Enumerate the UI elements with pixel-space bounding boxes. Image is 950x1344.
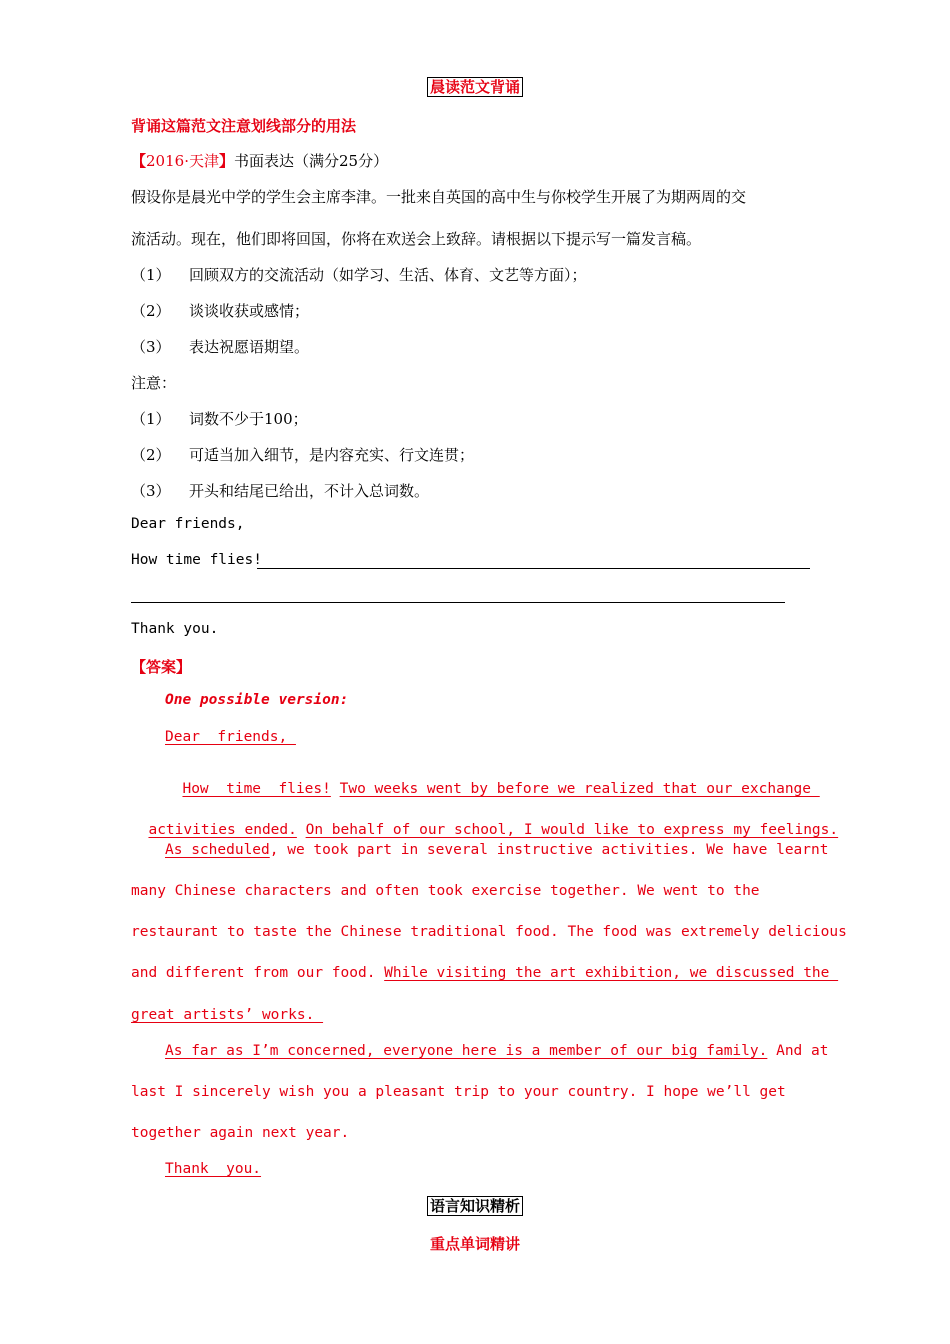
answer-p3-line3: together again next year. — [131, 1125, 350, 1141]
section2-subtitle: 重点单词精讲 — [429, 1235, 520, 1253]
prompt-line-1: 假设你是晨光中学的学生会主席李津。一批来自英国的高中生与你校学生开展了为期两周的交 — [131, 188, 747, 206]
header-title-wrap — [0, 77, 950, 97]
header-title: 晨读范文背诵 — [427, 77, 523, 97]
answer-label: 【答案】 — [131, 658, 192, 676]
answer-closing: Thank you. — [165, 1161, 262, 1177]
notes-label: 注意： — [131, 374, 177, 392]
prompt-line-2: 流活动。现在，他们即将回国，你将在欢送会上致辞。请根据以下提示写一篇发言稿。 — [131, 230, 702, 248]
prompt-greeting: Dear friends, — [131, 516, 245, 532]
note-item: （1） 词数不少于100； — [131, 410, 308, 428]
section2-title: 语言知识精析 — [427, 1196, 523, 1216]
note-item: （3） 开头和结尾已给出，不计入总词数。 — [131, 482, 430, 500]
answer-p2-line4: and different from our food. While visiting the art exhibition, we discussed the — [131, 965, 839, 981]
intro-text: 背诵这篇范文注意划线部分的用法 — [131, 117, 357, 135]
section2-title-wrap — [0, 1196, 950, 1216]
source-tag: 2016·天津 — [146, 152, 219, 170]
answer-p2-line5: great artists’ works. — [131, 1007, 324, 1023]
source-bracket-open: 【 — [131, 152, 147, 170]
answer-p1-line1: How time flies! Two weeks went by before we realized that our exchange — [182, 781, 820, 797]
prompt-opening: How time flies! — [131, 552, 262, 568]
note-item: （2） 可适当加入细节，是内容充实、行文连贯； — [131, 446, 475, 464]
answer-version: One possible version: — [165, 692, 349, 708]
answer-p3-line1: As far as I’m concerned, everyone here is a member of our big family. And at — [165, 1043, 829, 1059]
answer-p2-line3: restaurant to taste the Chinese traditional food. The food was extremely delicious — [131, 924, 847, 940]
prompt-closing: Thank you. — [131, 621, 219, 637]
answer-p3-line2: last I sincerely wish you a pleasant trip to your country. I hope we’ll get — [131, 1084, 786, 1100]
prompt-point: （3） 表达祝愿语期望。 — [131, 338, 310, 356]
prompt-point: （1） 回顾双方的交流活动（如学习、生活、体育、文艺等方面）； — [131, 266, 587, 284]
answer-p2-line1: As scheduled, we took part in several instructive activities. We have learnt — [165, 842, 829, 858]
answer-greeting: Dear friends, — [165, 729, 296, 745]
prompt-point: （2） 谈谈收获或感情； — [131, 302, 310, 320]
source-line — [131, 150, 388, 171]
answer-p2-line2: many Chinese characters and often took exercise together. We went to the — [131, 883, 760, 899]
answer-blank-line-1 — [257, 568, 810, 569]
source-bracket-close: 】 — [218, 152, 234, 170]
answer-p1-line2: activities ended. On behalf of our school, I would like to express my feelings. — [148, 822, 839, 838]
answer-blank-line-2 — [131, 602, 785, 603]
source-rest: 书面表达（满分25分） — [233, 152, 389, 170]
